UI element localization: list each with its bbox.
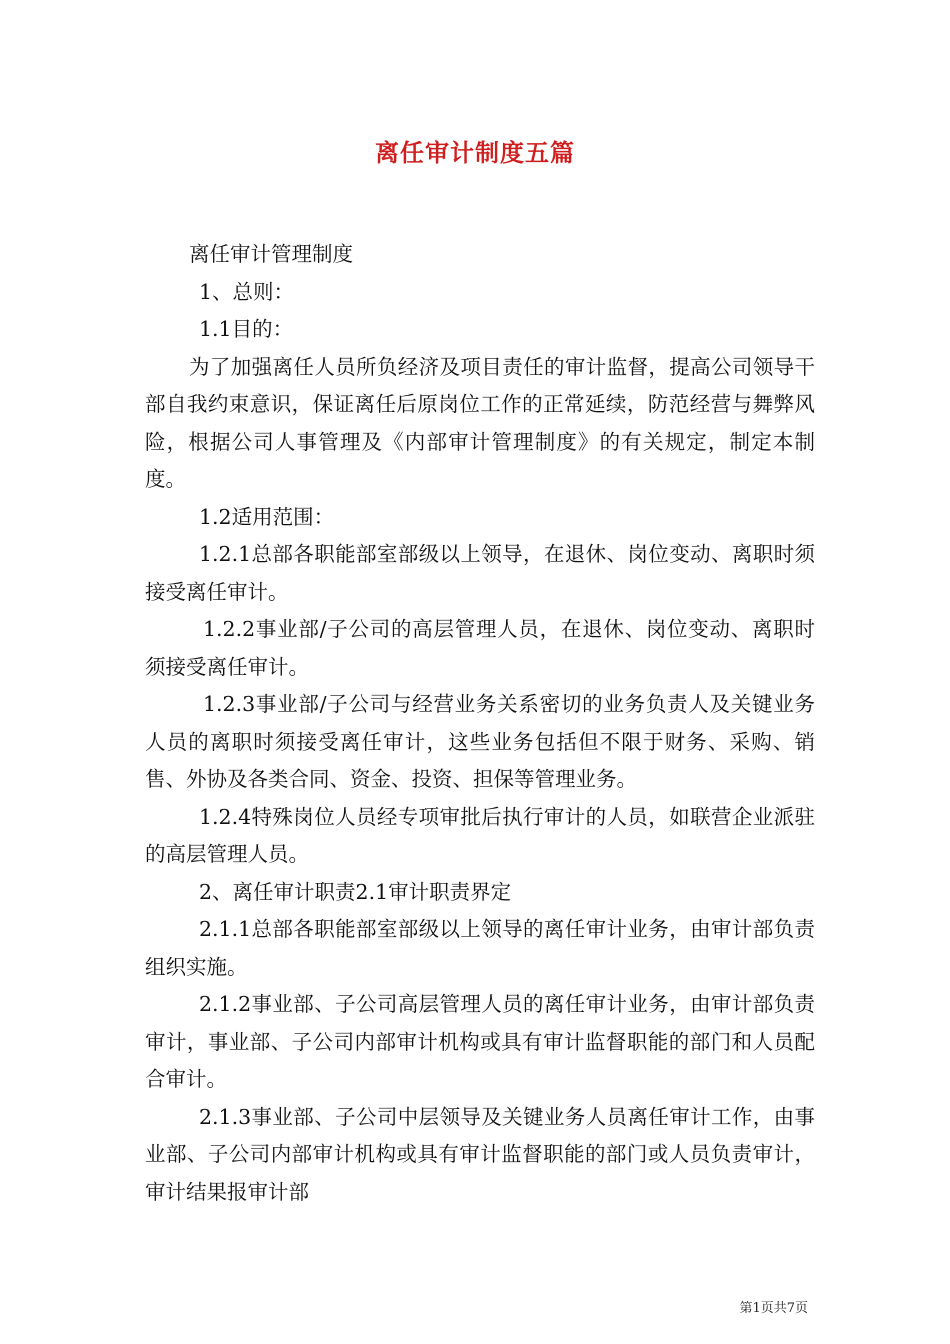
paragraph-purpose: 为了加强离任人员所负经济及项目责任的审计监督，提高公司领导干部自我约束意识，保证离任后原岗位工作的正常延续，防范经营与舞弊风险，根据公司人事管理及《内部审计管理制度》的有关规定，制定本制度。 — [145, 354, 815, 491]
paragraph-heading: 离任审计管理制度 — [189, 242, 353, 266]
document-title: 离任审计制度五篇 — [375, 138, 575, 167]
paragraph-section-2: 2、离任审计职责2.1审计职责界定 — [199, 879, 512, 904]
paragraph-2-1-1: 2.1.1总部各职能部室部级以上领导的离任审计业务，由审计部负责组织实施。 — [145, 917, 815, 979]
paragraph-2-1-3: 2.1.3事业部、子公司中层领导及关键业务人员离任审计工作，由事业部、子公司内部审计机构或具有审计监督职能的部门或人员负责审计，审计结果报审计部 — [145, 1104, 815, 1204]
paragraph-1-2-3: 1.2.3事业部/子公司与经营业务关系密切的业务负责人及关键业务人员的离职时须接受离任审计，这些业务包括但不限于财务、采购、销售、外协及各类合同、资金、投资、担保等管理业务。 — [145, 692, 815, 791]
paragraph-1-2: 1.2适用范围： — [199, 504, 335, 529]
paragraph-1-2-1: 1.2.1总部各职能部室部级以上领导，在退休、岗位变动、离职时须接受离任审计。 — [145, 542, 815, 604]
paragraph-1-1: 1.1目的： — [199, 317, 294, 341]
paragraph-2-1-2: 2.1.2事业部、子公司高层管理人员的离任审计业务，由审计部负责审计，事业部、子公司内部审计机构或具有审计监督职能的部门和人员配合审计。 — [145, 992, 815, 1091]
paragraph-section-1: 1、总则： — [199, 279, 295, 304]
paragraph-1-2-2: 1.2.2事业部/子公司的高层管理人员，在退休、岗位变动、离职时须接受离任审计。 — [145, 617, 815, 679]
paragraph-1-2-4: 1.2.4特殊岗位人员经专项审批后执行审计的人员，如联营企业派驻的高层管理人员。 — [145, 804, 815, 866]
document-body — [145, 236, 815, 1211]
page-number: 第1页共7页 — [739, 1301, 808, 1316]
